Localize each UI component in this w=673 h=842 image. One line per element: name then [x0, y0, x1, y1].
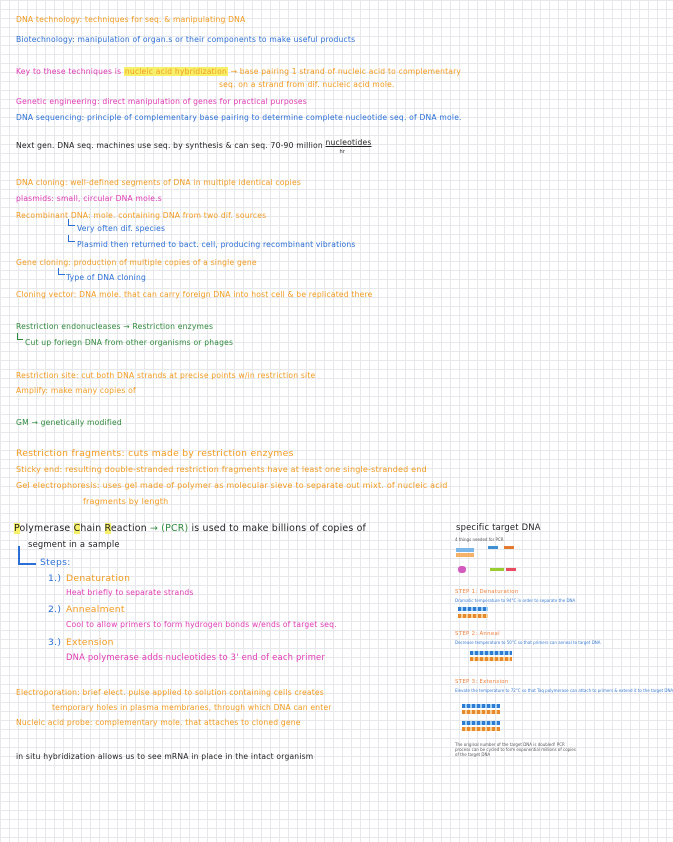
note-in-situ: in situ hybridization allows us to see mRNA in place in the intact organism: [16, 752, 314, 761]
nucleotides-2-icon: [506, 568, 516, 571]
note-next-gen: [16, 138, 372, 155]
step2-desc: Cool to allow primers to form hydrogen bonds w/ends of target seq.: [66, 620, 337, 629]
arrow-sub-4: [17, 333, 23, 340]
note-gel-cont: fragments by length: [83, 497, 169, 506]
step1-desc: Heat briefly to separate strands: [66, 588, 194, 597]
primer-2-icon: [504, 546, 514, 549]
denatured-strand-bottom-icon: [458, 614, 488, 618]
nucleotides-icon: [490, 568, 504, 571]
pcr-specific-target: specific target DNA: [456, 522, 541, 532]
note-recombinant-dna: Recombinant DNA: mole. containing DNA from two dif. sources: [16, 211, 267, 220]
hr-denominator: hr: [339, 149, 346, 155]
note-gene-cloning: Gene cloning: production of multiple copies of a single gene: [16, 258, 257, 267]
nucleotides-numerator: nucleotides: [325, 138, 372, 147]
note-plasmid-returned: Plasmid then returned to bact. cell, producing recombinant vibrations: [77, 240, 356, 249]
primer-icon: [488, 546, 498, 549]
denatured-strand-top-icon: [458, 607, 488, 611]
annealed-strand-top-icon: [470, 651, 512, 655]
hybridization-def: → base pairing 1 strand of nucleic acid to complementary: [227, 67, 462, 76]
pcr-initial-r: R: [104, 523, 111, 534]
note-biotechnology: Biotechnology: manipulation of organ.s or their components to make useful products: [16, 35, 356, 44]
note-dif-species: Very often dif. species: [77, 224, 166, 233]
note-restriction-fragments: Restriction fragments: cuts made by restriction enzymes: [16, 448, 294, 459]
diagram-step2-desc: Decrease temperature to 50°C so that primers can anneal to target DNA: [455, 640, 601, 645]
diagram-step2: STEP 2: Anneal: [455, 631, 500, 637]
arrow-sub-2: [68, 235, 75, 242]
key-label: Key to these techniques is: [16, 67, 124, 76]
arrow-steps: [18, 546, 36, 565]
note-type-cloning: Type of DNA cloning: [66, 273, 147, 282]
extended-strand-3-icon: [462, 721, 500, 725]
note-genetic-engineering: Genetic engineering: direct manipulation of genes for practical purposes: [16, 97, 307, 106]
step3-desc: DNA polymerase adds nucleotides to 3' end of each primer: [66, 652, 326, 662]
extended-strand-1-icon: [462, 704, 500, 708]
note-nucleic-acid-probe: Nucleic acid probe: complementary mole. that attaches to cloned gene: [16, 718, 301, 727]
pcr-segment: segment in a sample: [28, 539, 120, 549]
pcr-initial-c: C: [73, 523, 81, 534]
nucleic-acid-hybridization: nucleic acid hybridization: [124, 67, 227, 76]
diagram-step1: STEP 1: Denaturation: [455, 589, 519, 595]
pcr-word-2: hain: [80, 523, 105, 534]
note-cut-foreign: Cut up foriegn DNA from other organisms or phages: [25, 338, 234, 347]
step3-number: 3.): [48, 637, 62, 648]
note-electroporation-cont: temporary holes in plasma membranes, through which DNA can enter: [52, 703, 332, 712]
pcr-heading: [14, 523, 366, 535]
annealed-strand-bottom-icon: [470, 657, 512, 661]
note-restriction-site: Restriction site: cut both DNA strands at precise points w/in restriction site: [16, 371, 316, 380]
pcr-word-1: olymerase: [19, 523, 74, 534]
note-key-techniques: [16, 67, 461, 77]
note-dna-technology: DNA technology: techniques for seq. & manipulating DNA: [16, 15, 246, 24]
step1-title: Denaturation: [66, 573, 131, 584]
arrow-sub-3: [58, 268, 65, 275]
note-sticky-end: Sticky end: resulting double-stranded restriction fragments have at least one single-stranded end: [16, 465, 427, 474]
step2-title: Annealment: [66, 604, 125, 615]
note-key-cont: seq. on a strand from dif. nucleic acid mole.: [219, 80, 395, 89]
taq-polymerase-icon: [458, 566, 466, 573]
note-dna-sequencing: DNA sequencing: principle of complementary base pairing to determine complete nucleotide seq. of DNA mole.: [16, 113, 462, 122]
note-gm: GM → genetically modified: [16, 418, 122, 427]
template-dna-icon: [456, 548, 474, 552]
note-restriction-endonucleases: Restriction endonucleases → Restriction enzymes: [16, 322, 214, 331]
diagram-step1-desc: Dramatic temperature to 94°C in order to separate the DNA: [455, 598, 576, 603]
next-gen-text: Next gen. DNA seq. machines use seq. by synthesis & can seq. 70-90 million: [16, 141, 326, 150]
pcr-word-3: eaction: [110, 523, 147, 534]
pcr-def: is used to make billions of copies of: [188, 523, 367, 534]
note-amplify: Amplify: make many copies of: [16, 386, 136, 395]
template-dna-strand-icon: [456, 553, 474, 557]
diagram-step3-desc: Elevate the temperature to 72°C so that Taq polymerase can attach to primers & extend it to the target DNA: [455, 688, 673, 693]
pcr-initial-p: P: [14, 523, 20, 534]
step1-number: 1.): [48, 573, 62, 584]
note-dna-cloning: DNA cloning: well-defined segments of DNA in multiple identical copies: [16, 178, 301, 187]
note-electroporation: Electroporation: brief elect. pulse applied to solution containing cells creates: [16, 688, 324, 697]
step3-title: Extension: [66, 637, 114, 648]
extended-strand-4-icon: [462, 727, 500, 731]
note-plasmids: plasmids: small, circular DNA mole.s: [16, 194, 162, 203]
pcr-abbrev: → (PCR): [146, 523, 189, 534]
steps-label: Steps:: [40, 557, 71, 568]
arrow-sub-1: [68, 219, 75, 226]
diagram-step3: STEP 3: Extension: [455, 679, 509, 685]
note-cloning-vector: Cloning vector: DNA mole. that can carry foreign DNA into host cell & be replicated there: [16, 290, 373, 299]
note-gel-electrophoresis: Gel electrophoresis: uses gel made of polymer as molecular sieve to separate out mixt. of nucleic acid: [16, 481, 448, 490]
diagram-caption: 4 things needed for PCR: [455, 537, 504, 542]
step2-number: 2.): [48, 604, 62, 615]
nucleotides-per-hr: [325, 138, 372, 155]
extended-strand-2-icon: [462, 710, 500, 714]
diagram-summary: The original number of the target DNA is doubled! PCR process can be cycled to form exponential millions of copies of the target DNA: [455, 742, 576, 757]
